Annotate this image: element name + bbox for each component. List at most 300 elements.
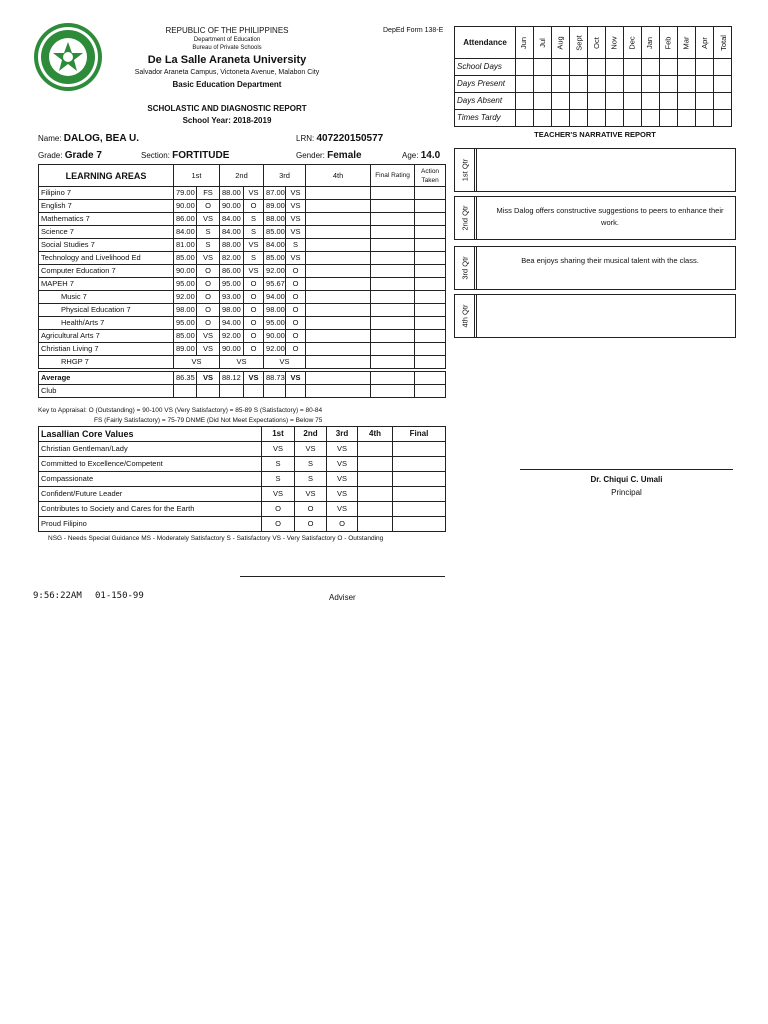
- core-value-name: Compassionate: [39, 472, 262, 487]
- rhgp-q3: VS: [264, 356, 306, 369]
- descriptor-q3: O: [286, 330, 306, 343]
- learning-area-row: [39, 304, 446, 317]
- gender-row: [296, 150, 362, 161]
- attendance-cell: [516, 110, 534, 127]
- gender-label: Gender:: [296, 151, 325, 160]
- action-taken: [415, 330, 446, 343]
- grade-q2: 90.00: [220, 200, 244, 213]
- attendance-row: [455, 76, 732, 93]
- attendance-cell: [606, 76, 624, 93]
- attendance-cell: [696, 110, 714, 127]
- section-label: Section:: [141, 151, 170, 160]
- grade-q3: 92.00: [264, 343, 286, 356]
- subject-name: English 7: [39, 200, 174, 213]
- month-label: Total: [718, 34, 728, 51]
- month-label: Apr: [699, 36, 709, 49]
- cv-rating-q3: VS: [327, 442, 358, 457]
- descriptor-q3: O: [286, 343, 306, 356]
- grade-q4: [306, 226, 371, 239]
- attendance-cell: [678, 59, 696, 76]
- col-4th: 4th: [306, 165, 371, 187]
- student-name-row: [38, 133, 139, 144]
- core-value-name: Christian Gentleman/Lady: [39, 442, 262, 457]
- grade-q2: 94.00: [220, 317, 244, 330]
- col-final-rating: Final Rating: [371, 165, 415, 187]
- rhgp-action: [415, 356, 446, 369]
- attendance-month-nov: [606, 27, 624, 59]
- cv-rating-final: [393, 502, 446, 517]
- school-year: School Year: 2018-2019: [182, 116, 272, 125]
- attendance-cell: [678, 76, 696, 93]
- col-1st: 1st: [174, 165, 220, 187]
- month-label: Jan: [645, 36, 655, 49]
- attendance-cell: [552, 76, 570, 93]
- action-taken: [415, 317, 446, 330]
- descriptor-q1: VS: [197, 330, 220, 343]
- grade-q3: 98.00: [264, 304, 286, 317]
- attendance-month-jun: [516, 27, 534, 59]
- cv-rating-final: [393, 472, 446, 487]
- narrative-quarter-tab: [455, 149, 477, 191]
- footer-time: 9:56:22AM: [33, 591, 82, 601]
- subject-name: Mathematics 7: [39, 213, 174, 226]
- attendance-cell: [660, 76, 678, 93]
- cv-rating-q1: S: [262, 472, 295, 487]
- grade-q3: 85.00: [264, 252, 286, 265]
- month-label: Jun: [519, 36, 529, 49]
- core-value-name: Proud Filipino: [39, 517, 262, 532]
- attendance-cell: [696, 59, 714, 76]
- core-value-row: [39, 472, 446, 487]
- grade-q2: 82.00: [220, 252, 244, 265]
- lrn-value: 407220150577: [316, 133, 384, 144]
- attendance-cell: [714, 76, 732, 93]
- section-value: FORTITUDE: [172, 150, 230, 161]
- final-rating: [371, 252, 415, 265]
- core-value-row: [39, 457, 446, 472]
- cv-col-final: Final: [393, 427, 446, 442]
- grade-q4: [306, 291, 371, 304]
- subject-name: Filipino 7: [39, 187, 174, 200]
- adviser-signature-line: [240, 576, 445, 577]
- cv-rating-q3: VS: [327, 487, 358, 502]
- cv-rating-q1: O: [262, 502, 295, 517]
- core-value-row: [39, 442, 446, 457]
- cv-rating-q2: O: [295, 502, 327, 517]
- subject-name: Physical Education 7: [39, 304, 174, 317]
- attendance-month-dec: [624, 27, 642, 59]
- action-taken: [415, 187, 446, 200]
- narrative-quarter-label: 1st Qtr: [460, 158, 469, 182]
- month-label: Oct: [591, 36, 601, 49]
- attendance-cell: [552, 93, 570, 110]
- student-name: DALOG, BEA U.: [63, 133, 139, 144]
- grade-q1: 85.00: [174, 252, 197, 265]
- attendance-month-mar: [678, 27, 696, 59]
- learning-area-row: [39, 239, 446, 252]
- grade-q2: 86.00: [220, 265, 244, 278]
- month-label: Mar: [681, 36, 691, 49]
- attendance-cell: [588, 76, 606, 93]
- attendance-cell: [534, 76, 552, 93]
- cv-col-1st: 1st: [262, 427, 295, 442]
- grade-q3: 84.00: [264, 239, 286, 252]
- core-value-row: [39, 487, 446, 502]
- narrative-quarter-tab: [455, 295, 477, 337]
- narrative-quarter-label: 2nd Qtr: [460, 205, 469, 231]
- cv-rating-final: [393, 517, 446, 532]
- principal-title: Principal: [611, 488, 642, 497]
- grade-q1: 92.00: [174, 291, 197, 304]
- core-values-table: [38, 426, 446, 532]
- attendance-row-label: Times Tardy: [455, 110, 516, 127]
- final-rating: [371, 317, 415, 330]
- attendance-cell: [516, 93, 534, 110]
- attendance-row: [455, 59, 732, 76]
- descriptor-q2: S: [244, 226, 264, 239]
- gender-value: Female: [327, 150, 362, 161]
- school-address: Salvador Araneta Campus, Victoneta Avenue, Malabon City: [134, 69, 320, 76]
- grade-q2: 95.00: [220, 278, 244, 291]
- descriptor-q2: O: [244, 200, 264, 213]
- descriptor-q2: VS: [244, 239, 264, 252]
- attendance-cell: [696, 93, 714, 110]
- descriptor-q1: VS: [197, 252, 220, 265]
- action-taken: [415, 252, 446, 265]
- attendance-cell: [714, 59, 732, 76]
- attendance-cell: [516, 59, 534, 76]
- grade-q4: [306, 304, 371, 317]
- grade-q2: 92.00: [220, 330, 244, 343]
- name-label: Name:: [38, 134, 62, 143]
- average-row: [39, 372, 446, 385]
- age-row: [402, 150, 440, 161]
- descriptor-q2: VS: [244, 187, 264, 200]
- subject-name: Agricultural Arts 7: [39, 330, 174, 343]
- attendance-cell: [534, 110, 552, 127]
- col-action-taken: Action Taken: [415, 165, 446, 187]
- grade-q3: 88.00: [264, 213, 286, 226]
- attendance-month-apr: [696, 27, 714, 59]
- bureau-line: Bureau of Private Schools: [192, 45, 262, 51]
- cv-rating-q1: S: [262, 457, 295, 472]
- learning-area-row: [39, 291, 446, 304]
- action-taken: [415, 291, 446, 304]
- grade-q1: 86.00: [174, 213, 197, 226]
- attendance-row-label: Days Present: [455, 76, 516, 93]
- learning-area-row: [39, 330, 446, 343]
- core-value-name: Confident/Future Leader: [39, 487, 262, 502]
- learning-area-row: [39, 278, 446, 291]
- action-taken: [415, 304, 446, 317]
- final-rating: [371, 187, 415, 200]
- subject-name: Music 7: [39, 291, 174, 304]
- republic-line: REPUBLIC OF THE PHILIPPINES: [165, 26, 289, 35]
- grade-q3: 85.00: [264, 226, 286, 239]
- learning-area-row: [39, 187, 446, 200]
- descriptor-q3: O: [286, 278, 306, 291]
- club-row: [39, 385, 446, 398]
- school-name: De La Salle Araneta University: [147, 54, 307, 66]
- action-taken: [415, 226, 446, 239]
- final-rating: [371, 291, 415, 304]
- grade-q3: 87.00: [264, 187, 286, 200]
- grade-q4: [306, 252, 371, 265]
- attendance-cell: [642, 76, 660, 93]
- learning-area-row: [39, 265, 446, 278]
- cv-rating-q4: [358, 442, 393, 457]
- cv-rating-q2: S: [295, 457, 327, 472]
- club-label: Club: [39, 385, 174, 398]
- descriptor-q2: VS: [244, 265, 264, 278]
- learning-area-row-rhgp: [39, 356, 446, 369]
- descriptor-q1: O: [197, 304, 220, 317]
- core-values-legend: NSG - Needs Special Guidance MS - Moderately Satisfactory S - Satisfactory VS - Very Satisfactory O - Outstanding: [48, 535, 384, 542]
- grade-q1: 90.00: [174, 200, 197, 213]
- grade-q2: 84.00: [220, 213, 244, 226]
- rhgp-final: [371, 356, 415, 369]
- rhgp-q1: VS: [174, 356, 220, 369]
- narrative-box-q1: [454, 148, 736, 192]
- descriptor-q1: O: [197, 291, 220, 304]
- cv-rating-q3: VS: [327, 502, 358, 517]
- attendance-cell: [570, 76, 588, 93]
- grade-q3: 92.00: [264, 265, 286, 278]
- subject-name: Social Studies 7: [39, 239, 174, 252]
- learning-area-row: [39, 252, 446, 265]
- grade-q1: 95.00: [174, 317, 197, 330]
- attendance-cell: [642, 59, 660, 76]
- grade-q3: 95.00: [264, 317, 286, 330]
- attendance-row-label: Days Absent: [455, 93, 516, 110]
- month-label: Dec: [627, 35, 637, 50]
- grade-row: [38, 150, 102, 161]
- grade-q1: 90.00: [174, 265, 197, 278]
- action-taken: [415, 343, 446, 356]
- attendance-cell: [624, 76, 642, 93]
- narrative-quarter-label: 3rd Qtr: [460, 256, 469, 280]
- attendance-header: [455, 27, 732, 59]
- rhgp-q2: VS: [220, 356, 264, 369]
- final-rating: [371, 226, 415, 239]
- action-taken: [415, 278, 446, 291]
- attendance-row-label: School Days: [455, 59, 516, 76]
- descriptor-q1: VS: [197, 343, 220, 356]
- cv-rating-final: [393, 487, 446, 502]
- cv-rating-q3: VS: [327, 472, 358, 487]
- descriptor-q2: S: [244, 252, 264, 265]
- attendance-month-aug: [552, 27, 570, 59]
- average-label: Average: [39, 372, 174, 385]
- attendance-cell: [588, 110, 606, 127]
- cv-col-2nd: 2nd: [295, 427, 327, 442]
- learning-areas-header: [39, 165, 446, 187]
- descriptor-q3: VS: [286, 213, 306, 226]
- attendance-cell: [642, 93, 660, 110]
- descriptor-q2: S: [244, 213, 264, 226]
- attendance-cell: [570, 93, 588, 110]
- cv-col-4th: 4th: [358, 427, 393, 442]
- grade-q2: 88.00: [220, 239, 244, 252]
- grade-q1: 95.00: [174, 278, 197, 291]
- descriptor-q3: O: [286, 304, 306, 317]
- cv-col-3rd: 3rd: [327, 427, 358, 442]
- col-core-values: Lasallian Core Values: [39, 427, 262, 442]
- grade-q4: [306, 200, 371, 213]
- average-action: [415, 372, 446, 385]
- grade-value: Grade 7: [64, 150, 102, 161]
- descriptor-q1: O: [197, 317, 220, 330]
- final-rating: [371, 330, 415, 343]
- attendance-cell: [606, 59, 624, 76]
- attendance-month-jan: [642, 27, 660, 59]
- core-values-header: [39, 427, 446, 442]
- grade-q2: 84.00: [220, 226, 244, 239]
- cv-rating-q2: VS: [295, 442, 327, 457]
- narrative-box-q4: [454, 294, 736, 338]
- month-label: Sept: [574, 34, 584, 51]
- attendance-title: Attendance: [455, 27, 516, 59]
- cv-rating-q4: [358, 472, 393, 487]
- key-line-1: Key to Appraisal: O (Outstanding) = 90-100 VS (Very Satisfactory) = 85-89 S (Satisfactory) = 80-84: [38, 407, 323, 414]
- grade-q3: 94.00: [264, 291, 286, 304]
- descriptor-q1: O: [197, 200, 220, 213]
- narrative-quarter-tab: [455, 197, 477, 239]
- cv-rating-q4: [358, 502, 393, 517]
- grade-q3: 90.00: [264, 330, 286, 343]
- cv-rating-q1: VS: [262, 487, 295, 502]
- attendance-cell: [696, 76, 714, 93]
- final-rating: [371, 265, 415, 278]
- cv-rating-q1: O: [262, 517, 295, 532]
- final-rating: [371, 239, 415, 252]
- descriptor-q3: VS: [286, 200, 306, 213]
- report-title: SCHOLASTIC AND DIAGNOSTIC REPORT: [147, 104, 307, 113]
- attendance-cell: [534, 59, 552, 76]
- core-value-row: [39, 502, 446, 517]
- attendance-cell: [714, 110, 732, 127]
- core-value-name: Committed to Excellence/Competent: [39, 457, 262, 472]
- subject-name: Christian Living 7: [39, 343, 174, 356]
- grade-q2: 98.00: [220, 304, 244, 317]
- attendance-cell: [606, 93, 624, 110]
- grade-q3: 89.00: [264, 200, 286, 213]
- learning-area-row: [39, 226, 446, 239]
- grade-q4: [306, 265, 371, 278]
- attendance-cell: [552, 59, 570, 76]
- col-learning-areas: LEARNING AREAS: [39, 165, 174, 187]
- narrative-box-q2: [454, 196, 736, 240]
- principal-name: Dr. Chiqui C. Umali: [590, 475, 663, 484]
- attendance-cell: [678, 110, 696, 127]
- attendance-cell: [642, 110, 660, 127]
- cv-rating-q4: [358, 517, 393, 532]
- average-d3: VS: [286, 372, 306, 385]
- grade-q2: 93.00: [220, 291, 244, 304]
- cv-rating-q1: VS: [262, 442, 295, 457]
- month-label: Nov: [609, 35, 619, 50]
- average-final: [371, 372, 415, 385]
- col-3rd: 3rd: [264, 165, 306, 187]
- descriptor-q1: O: [197, 265, 220, 278]
- descriptor-q3: S: [286, 239, 306, 252]
- descriptor-q2: O: [244, 343, 264, 356]
- attendance-cell: [714, 93, 732, 110]
- attendance-cell: [570, 110, 588, 127]
- attendance-cell: [624, 93, 642, 110]
- subject-name: Science 7: [39, 226, 174, 239]
- final-rating: [371, 304, 415, 317]
- form-number: DepEd Form 138-E: [383, 27, 444, 34]
- cv-rating-q4: [358, 457, 393, 472]
- attendance-cell: [624, 59, 642, 76]
- attendance-month-jul: [534, 27, 552, 59]
- attendance-cell: [534, 93, 552, 110]
- adviser-label: Adviser: [329, 593, 356, 602]
- descriptor-q1: VS: [197, 213, 220, 226]
- grade-q2: 90.00: [220, 343, 244, 356]
- core-value-row: [39, 517, 446, 532]
- grade-q4: [306, 343, 371, 356]
- average-q3: 88.73: [264, 372, 286, 385]
- descriptor-q1: S: [197, 226, 220, 239]
- lrn-label: LRN:: [296, 134, 315, 143]
- average-q4: [306, 372, 371, 385]
- attendance-cell: [660, 59, 678, 76]
- subject-name: MAPEH 7: [39, 278, 174, 291]
- age-label: Age:: [402, 151, 419, 160]
- average-d1: VS: [197, 372, 220, 385]
- learning-area-row: [39, 200, 446, 213]
- descriptor-q3: O: [286, 317, 306, 330]
- average-table: [38, 371, 446, 398]
- attendance-month-total: [714, 27, 732, 59]
- cv-rating-q3: VS: [327, 457, 358, 472]
- cv-rating-q3: O: [327, 517, 358, 532]
- age-value: 14.0: [420, 150, 441, 161]
- attendance-cell: [588, 59, 606, 76]
- attendance-row: [455, 93, 732, 110]
- grade-q1: 89.00: [174, 343, 197, 356]
- key-line-2: FS (Fairly Satisfactory) = 75-79 DNME (Did Not Meet Expectations) = Below 75: [94, 417, 323, 424]
- footer-code: 01-150-99: [95, 591, 144, 601]
- core-value-name: Contributes to Society and Cares for the Earth: [39, 502, 262, 517]
- attendance-cell: [588, 93, 606, 110]
- grade-q1: 84.00: [174, 226, 197, 239]
- lrn-row: [296, 133, 383, 144]
- action-taken: [415, 239, 446, 252]
- average-q2: 88.12: [220, 372, 244, 385]
- principal-signature-line: [520, 469, 733, 470]
- department-name: Basic Education Department: [172, 80, 282, 89]
- cv-rating-q2: VS: [295, 487, 327, 502]
- narrative-title: TEACHER'S NARRATIVE REPORT: [534, 130, 656, 139]
- attendance-cell: [552, 110, 570, 127]
- grade-q4: [306, 278, 371, 291]
- attendance-cell: [678, 93, 696, 110]
- final-rating: [371, 278, 415, 291]
- department-line: Department of Education: [193, 37, 261, 43]
- learning-areas-table: [38, 164, 446, 369]
- attendance-month-oct: [588, 27, 606, 59]
- grade-q3: 95.67: [264, 278, 286, 291]
- attendance-table: [454, 26, 732, 127]
- cv-rating-final: [393, 442, 446, 457]
- section-row: [141, 150, 229, 161]
- attendance-cell: [516, 76, 534, 93]
- descriptor-q3: VS: [286, 226, 306, 239]
- col-2nd: 2nd: [220, 165, 264, 187]
